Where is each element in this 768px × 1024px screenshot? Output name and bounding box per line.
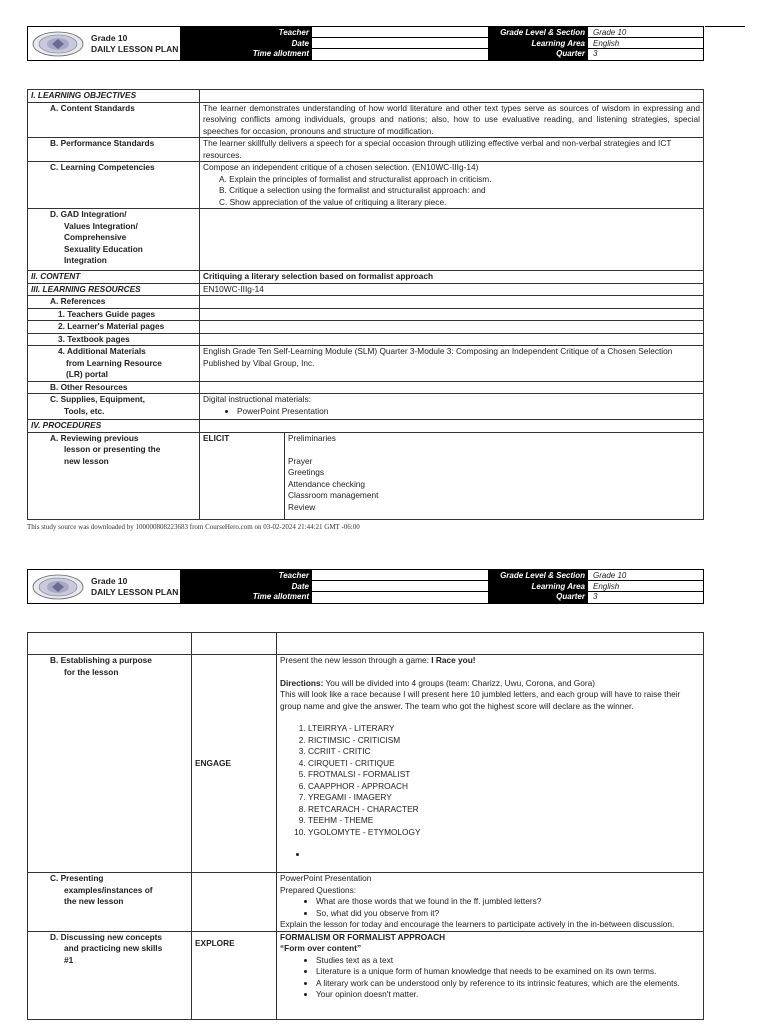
engage-content: Present the new lesson through a game: I Race you! Directions: You will be divided into 4 groups (team: Charizz, Uwu, Corona, and Gora) This will look like a race because I will present here 10 jumbled letters, and each group will have to raise their group name and give the answer. The team who got the highest score will declare as the winner. 1. LTEIRRYA - LITERARY 2. RICTIMSIC - CRITICISM 3. CCRIIT - CRITIC 4. CIRQUETI - CRITIQUE 5. FROTMALSI - FORMALIST 6. CAAPPHOR - APPROACH 7. YREGAMI - IMAGERY 8. RETCARACH - CHARACTER 9. TEEHM - THEME 10. YGOLOMYTE - ETYMOLOGY • bbox=[277, 655, 704, 873]
reviewing-label: A. Reviewing previous lesson or presenting the new lesson bbox=[28, 432, 200, 519]
supplies-cell: Digital instructional materials: • PowerPoint Presentation bbox=[200, 394, 704, 420]
page-title: Grade 10 DAILY LESSON PLAN bbox=[91, 33, 179, 54]
content-standards-text: The learner demonstrates understanding of how world literature and other text types serve as sources of wisdom in expressing and resolving conflicts among individuals, groups and nations; also, how to use evaluative reading, and listening strategies, special speeches for occasion, pronouns and structure of modification. bbox=[200, 102, 704, 138]
teacher-field bbox=[312, 27, 488, 38]
quarter-value: 3 bbox=[593, 49, 598, 58]
explore-item: • Literature is a unique form of human knowledge that needs to be examined on its own terms. bbox=[316, 966, 700, 978]
presenting-content: PowerPoint Presentation Prepared Questions: • What are those words that we found in the ff. jumbled letters? • So, what did you observe from it? Explain the lesson for today and encourage the learners to participate actively in the in-between discussion. bbox=[277, 873, 704, 932]
competency-item: A. Explain the principles of formalist and structuralist approach in criticism. bbox=[219, 173, 492, 184]
header-labels-left bbox=[180, 570, 312, 603]
lesson-plan-table-1 bbox=[27, 89, 704, 520]
competency-item: C. Show appreciation of the value of critiquing a literary piece. bbox=[219, 196, 447, 207]
presenting-examples-label: C. Presenting examples/instances of the new lesson bbox=[28, 873, 192, 932]
time-allotment-label: Time allotment bbox=[252, 49, 309, 58]
header-labels-left bbox=[180, 27, 312, 60]
learning-area-value: English bbox=[593, 582, 620, 591]
explore-content bbox=[277, 931, 704, 1019]
content-text: Critiquing a literary selection based on formalist approach bbox=[200, 271, 704, 284]
jumbled-words-list: 1. LTEIRRYA - LITERARY 2. RICTIMSIC - CRITICISM 3. CCRIIT - CRITIC 4. CIRQUETI - CRITIQUE 5. FROTMALSI - FORMALIST 6. CAAPPHOR - APPROACH 7. YREGAMI - IMAGERY 8. RETCARACH - CHARACTER 9. TEEHM - THEME 10. YGOLOMYTE - ETYMOLOGY bbox=[280, 723, 700, 838]
header-block bbox=[27, 26, 704, 61]
page-title: Grade 10 DAILY LESSON PLAN bbox=[91, 576, 179, 597]
lr-portal-text: English Grade Ten Self-Learning Module (SLM) Quarter 3-Module 3: Composing an Independent Critique of a Chosen Selection Published by Vibal Group, Inc. bbox=[200, 346, 704, 382]
date-label: Date bbox=[291, 39, 309, 48]
date-field bbox=[312, 581, 488, 592]
performance-standards-text: The learner skillfully delivers a speech for a special occasion through utilizing effective verbal and non-verbal strategies and ICT resources. bbox=[200, 138, 704, 162]
grade-section-label: Grade Level & Section bbox=[500, 28, 585, 37]
explore-subtitle: “Form over content” bbox=[280, 943, 362, 953]
header-block-2 bbox=[27, 569, 704, 604]
resources-code: EN10WC-IIIg-14 bbox=[200, 283, 704, 296]
explore-item: • Your opinion doesn't matter. bbox=[316, 989, 700, 1001]
lr-portal-label: 4. Additional Materials from Learning Resource (LR) portal bbox=[28, 346, 200, 382]
header-labels-right bbox=[488, 27, 588, 60]
textbook-pages-label: 3. Textbook pages bbox=[28, 333, 200, 346]
discussing-concepts-label: D. Discussing new concepts and practicing new skills #1 bbox=[28, 931, 192, 1019]
supplies-item: • PowerPoint Presentation bbox=[237, 406, 700, 418]
divider bbox=[705, 26, 745, 27]
grade-section-value: Grade 10 bbox=[593, 571, 627, 580]
supplies-label: C. Supplies, Equipment, Tools, etc. bbox=[28, 394, 200, 420]
explore-label: EXPLORE bbox=[192, 931, 277, 1019]
download-footer: This study source was downloaded by 100000808223683 from CourseHero.com on 03-02-2024 21:44:21 GMT -06:00 bbox=[27, 523, 360, 531]
time-allotment-label: Time allotment bbox=[252, 592, 309, 601]
elicit-label: ELICIT bbox=[200, 433, 285, 519]
lesson-plan-table-2 bbox=[27, 632, 704, 1020]
content-heading: II. CONTENT bbox=[28, 271, 200, 284]
lm-pages-label: 2. Learner's Material pages bbox=[28, 321, 200, 334]
deped-seal-icon bbox=[32, 574, 84, 600]
prepared-question: • What are those words that we found in the ff. jumbled letters? bbox=[316, 896, 700, 908]
deped-seal-icon bbox=[32, 31, 84, 57]
learning-area-value: English bbox=[593, 39, 620, 48]
competency-item: B. Critique a selection using the formalist and structuralist approach: and bbox=[219, 185, 486, 195]
learning-area-label: Learning Area bbox=[531, 39, 585, 48]
procedures-heading: IV. PROCEDURES bbox=[28, 420, 200, 433]
prepared-question: • So, what did you observe from it? bbox=[316, 908, 700, 920]
explore-item: • A literary work can be understood only by reference to its intrinsic features, which are the elements. bbox=[316, 978, 700, 990]
date-label: Date bbox=[291, 582, 309, 591]
competencies-label: C. Learning Competencies bbox=[28, 162, 200, 209]
learning-area-label: Learning Area bbox=[531, 582, 585, 591]
date-field bbox=[312, 38, 488, 49]
explore-item: • Studies text as a text bbox=[316, 955, 700, 967]
competencies-intro: Compose an independent critique of a chosen selection. (EN10WC-IIIg-14) bbox=[203, 162, 479, 172]
explore-title: FORMALISM OR FORMALIST APPROACH bbox=[280, 931, 446, 942]
objectives-heading: I. LEARNING OBJECTIVES bbox=[28, 90, 200, 103]
engage-label: ENGAGE bbox=[192, 655, 277, 873]
content-standards-label: A. Content Standards bbox=[28, 102, 200, 138]
resources-heading: III. LEARNING RESOURCES bbox=[28, 283, 200, 296]
tg-pages-label: 1. Teachers Guide pages bbox=[28, 308, 200, 321]
quarter-value: 3 bbox=[593, 592, 598, 601]
gad-integration-label: D. GAD Integration/ Values Integration/ Comprehensive Sexuality Education Integration bbox=[28, 209, 200, 271]
establishing-purpose-label: B. Establishing a purpose for the lesson bbox=[28, 655, 192, 873]
quarter-label: Quarter bbox=[556, 49, 585, 58]
teacher-field bbox=[312, 570, 488, 581]
teacher-label: Teacher bbox=[278, 28, 309, 37]
competencies-cell bbox=[200, 162, 704, 209]
elicit-content: Preliminaries Prayer Greetings Attendance checking Classroom management Review bbox=[288, 432, 379, 512]
grade-section-label: Grade Level & Section bbox=[500, 571, 585, 580]
performance-standards-label: B. Performance Standards bbox=[28, 138, 200, 162]
grade-section-value: Grade 10 bbox=[593, 28, 627, 37]
quarter-label: Quarter bbox=[556, 592, 585, 601]
teacher-label: Teacher bbox=[278, 571, 309, 580]
other-resources-label: B. Other Resources bbox=[28, 381, 200, 394]
header-labels-right bbox=[488, 570, 588, 603]
references-label: A. References bbox=[28, 296, 200, 309]
